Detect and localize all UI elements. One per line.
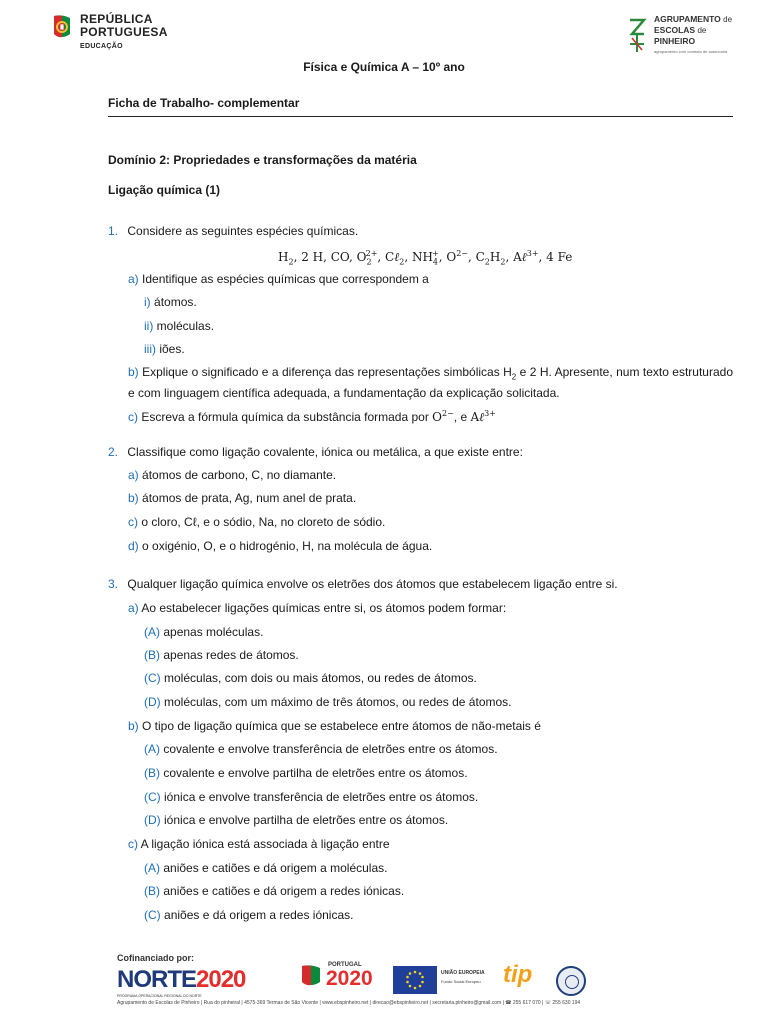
option-item: (C) iónica e envolve transferência de eletrões entre os átomos. xyxy=(144,790,479,804)
question-3: 3. Qualquer ligação química envolve os eletrões dos átomos que estabelecem ligação entre si. xyxy=(108,577,618,591)
question-1 xyxy=(108,223,358,239)
question-2: 2. Classifique como ligação covalente, iónica ou metálica, a que existe entre: xyxy=(108,445,523,459)
domain-heading: Domínio 2: Propriedades e transformações da matéria xyxy=(108,153,417,167)
list-item: a) átomos de carbono, C, no diamante. xyxy=(128,468,337,482)
option-item: (B) apenas redes de átomos. xyxy=(144,648,299,662)
question-text: Considere as seguintes espécies químicas. xyxy=(127,224,359,238)
option-item: (A) apenas moléculas. xyxy=(144,625,264,639)
republica-portuguesa-logo xyxy=(50,12,190,56)
species-formula-list: $H_2$, 2 H, CO, $O_2^{2+}$, Cℓ$_2$, $NH_4^+$, $O^{2-}$, $C_2H_2$, Aℓ$^{3+}$, 4 Fe xyxy=(278,249,573,267)
option-item: (B) aniões e catiões e dá origem a redes iónicas. xyxy=(144,884,405,898)
option-item: (A) aniões e catiões e dá origem a moléculas. xyxy=(144,861,388,875)
list-item: d) o oxigénio, O, e o hidrogénio, H, na molécula de água. xyxy=(128,539,433,553)
question-1a: a) Identifique as espécies químicas que correspondem a xyxy=(128,272,429,286)
educacao-text: EDUCAÇÃO xyxy=(80,43,123,50)
eu-flag-icon xyxy=(393,966,437,994)
question-3a: a) Ao estabelecer ligações químicas entre si, os átomos podem formar: xyxy=(128,601,507,615)
option-item: (D) moléculas, com um máximo de três átomos, ou redes de átomos. xyxy=(144,695,512,709)
option-item: (C) moléculas, com dois ou mais átomos, ou redes de átomos. xyxy=(144,671,477,685)
option-item: (D) iónica e envolve partilha de eletrões entre os átomos. xyxy=(144,813,449,827)
question-number: 1. xyxy=(108,224,119,238)
option-item: (C) aniões e dá origem a redes iónicas. xyxy=(144,908,354,922)
worksheet-title: Ficha de Trabalho- complementar xyxy=(108,96,300,110)
list-item: c) o cloro, Cℓ, e o sódio, Na, no cloreto de sódio. xyxy=(128,515,386,529)
list-item: ii) moléculas. xyxy=(144,319,215,333)
eu-label: UNIÃO EUROPEIA xyxy=(441,970,485,976)
question-3b: b) O tipo de ligação química que se estabelece entre átomos de não-metais é xyxy=(128,719,541,733)
list-item: iii) iões. xyxy=(144,342,185,356)
agrupamento-logo xyxy=(626,14,744,56)
republica-text: REPÚBLICA xyxy=(80,12,153,26)
question-1c: c) Escreva a fórmula química da substância formada por $O^{2-}$, e Aℓ$^{3+}$ xyxy=(128,409,496,424)
list-item: i) átomos. xyxy=(144,295,197,309)
course-title: Física e Química A – 10º ano xyxy=(303,60,465,74)
norte2020-subtitle: PROGRAMA OPERACIONAL REGIONAL DO NORTE xyxy=(117,994,202,998)
agrupamento-text: AGRUPAMENTO de ESCOLAS de PINHEIRO xyxy=(654,14,733,46)
portugal2020-logo: PORTUGAL 2020 xyxy=(300,962,384,992)
footer-contact: Agrupamento de Escolas de Pinheiro | Rua do pinheiral | 4575-369 Termas de São Vicente | www.ebspinheiro.net | direcao@ebspinheiro.net | secretaria.pinheiro@gmail.com | ☎ 255 617 070 | ☏ 255 630 194 xyxy=(117,1000,581,1006)
norte2020-logo: NORTE2020 xyxy=(117,966,246,993)
institution-seal-icon xyxy=(556,966,586,996)
question-3c: c) A ligação iónica está associada à ligação entre xyxy=(128,837,390,851)
option-item: (A) covalente e envolve transferência de eletrões entre os átomos. xyxy=(144,742,498,756)
portuguesa-text: PORTUGUESA xyxy=(80,25,168,39)
topic-heading: Ligação química (1) xyxy=(108,183,221,197)
eu-subtitle: Fundo Social Europeu xyxy=(441,979,481,984)
portugal-emblem-icon xyxy=(50,14,74,42)
header-divider xyxy=(108,116,733,117)
list-item: b) átomos de prata, Ag, num anel de prata. xyxy=(128,491,357,505)
cofinanced-label: Cofinanciado por: xyxy=(117,953,194,963)
question-1b: b) Explique o significado e a diferença das representações simbólicas $H_2$ e 2 H. Apresente, num texto estruturado e com linguagem científica adequada, a fundamentação da explicação solicitada. xyxy=(128,365,734,401)
agrupamento-subtitle: agrupamento com contrato de autonomia xyxy=(654,49,728,54)
tip-logo: tip xyxy=(503,961,533,988)
school-emblem-icon xyxy=(626,14,648,54)
option-item: (B) covalente e envolve partilha de eletrões entre os átomos. xyxy=(144,766,468,780)
portugal-flag-icon xyxy=(300,964,322,990)
